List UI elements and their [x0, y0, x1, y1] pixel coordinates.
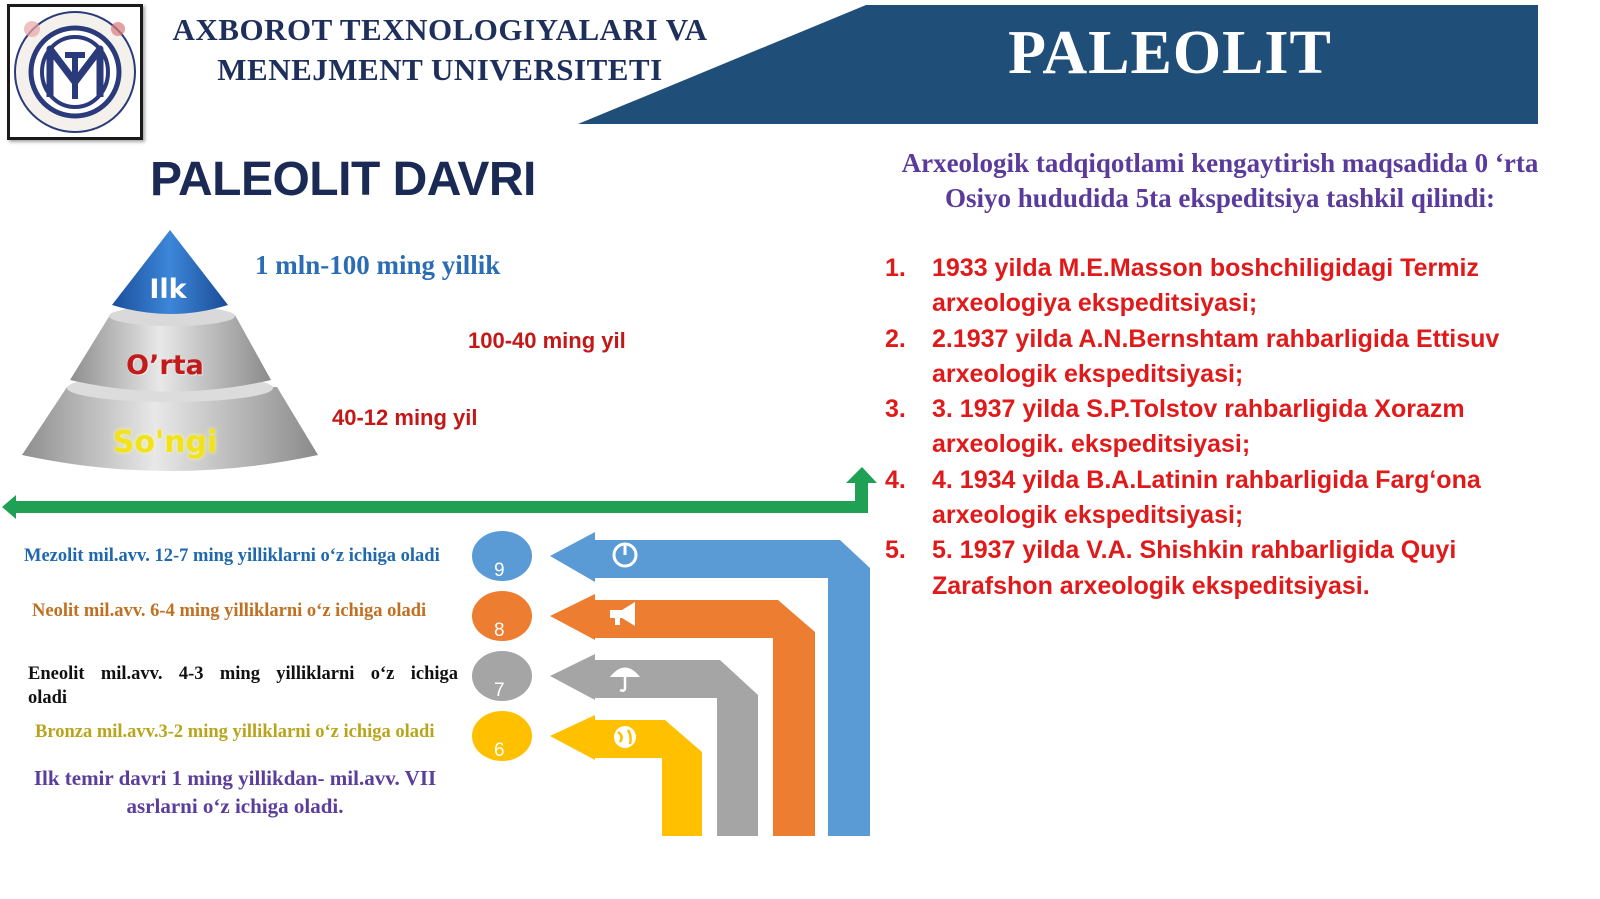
list-item-number: 4. [885, 465, 906, 494]
pyramid-label-orta: O’rta [126, 350, 204, 381]
list-item-text: 5. 1937 yilda V.A. Shishkin rahbarligida Quyi Zarafshon arxeologik ekspeditsiyasi. [932, 536, 1457, 600]
era-eneolit: Eneolit mil.avv. 4-3 ming yilliklarni o‘z ichiga [28, 664, 458, 684]
timeline-arrow [0, 465, 880, 525]
list-item-number: 5. [885, 536, 906, 565]
era-mezolit: Mezolit mil.avv. 12-7 ming yilliklarni o‘z ichiga oladi [24, 546, 440, 566]
university-name [150, 10, 730, 90]
list-item-text: 1933 yilda M.E.Masson boshchiligidagi Termiz arxeologiya ekspeditsiyasi; [932, 254, 1479, 318]
pyramid-label-ilk: Ilk [149, 274, 187, 305]
era-eneolit-line2: oladi [28, 688, 68, 708]
period-songi: 40-12 ming yil [332, 405, 478, 430]
globe-icon [614, 726, 636, 748]
list-item [885, 392, 1545, 463]
era-arrows-graphic [470, 520, 880, 850]
period-orta: 100-40 ming yil [468, 328, 626, 353]
pyramid-label-songi: So'ngi [112, 425, 218, 460]
list-item-number: 3. [885, 395, 906, 424]
list-item-text: 4. 1934 yilda B.A.Latinin rahbarligida Farg‘ona arxeologik ekspeditsiyasi; [932, 465, 1481, 530]
university-name-line2: MENEJMENT UNIVERSITETI [217, 52, 663, 87]
era-neolit: Neolit mil.avv. 6-4 ming yilliklarni o‘z ichiga oladi [32, 601, 427, 621]
era-iron-age: Ilk temir davri 1 ming yillikdan- mil.avv. VII asrlarni o‘z ichiga oladi. [33, 766, 437, 818]
list-item [885, 322, 1545, 393]
logo-emblem-icon [10, 7, 140, 137]
badge-8-label: 8 [494, 620, 505, 641]
list-item [885, 533, 1545, 604]
badge-6-label: 6 [494, 740, 505, 761]
badge-9-label: 9 [494, 560, 505, 581]
list-item-number: 2. [885, 324, 906, 353]
list-item [885, 463, 1545, 534]
list-item [885, 251, 1545, 322]
period-ilk: 1 mln-100 ming yillik [255, 250, 501, 280]
era-bronza: Bronza mil.avv.3-2 ming yilliklarni o‘z ichiga oladi [35, 722, 435, 742]
list-item-text: 2.1937 yilda A.N.Bernshtam rahbarligida Ettisuv arxeologik ekspeditsiyasi; [932, 324, 1500, 388]
university-logo [7, 4, 143, 140]
expeditions-intro: Arxeologik tadqiqotlami kengaytirish maqsadida 0 ‘rta Osiyo hududida 5ta ekspeditsiya tashkil qilindi: [901, 148, 1539, 213]
university-name-line1: AXBOROT TEXNOLOGIYALARI VA [172, 12, 708, 47]
list-item-text: 3. 1937 yilda S.P.Tolstov rahbarligida Xorazm arxeologik. ekspeditsiyasi; [932, 395, 1465, 459]
section-title: PALEOLIT DAVRI [150, 153, 536, 206]
list-item-number: 1. [885, 254, 906, 282]
expedition-list [885, 251, 1545, 604]
badge-7-label: 7 [494, 680, 505, 701]
banner-title: PALEOLIT [1008, 19, 1332, 87]
